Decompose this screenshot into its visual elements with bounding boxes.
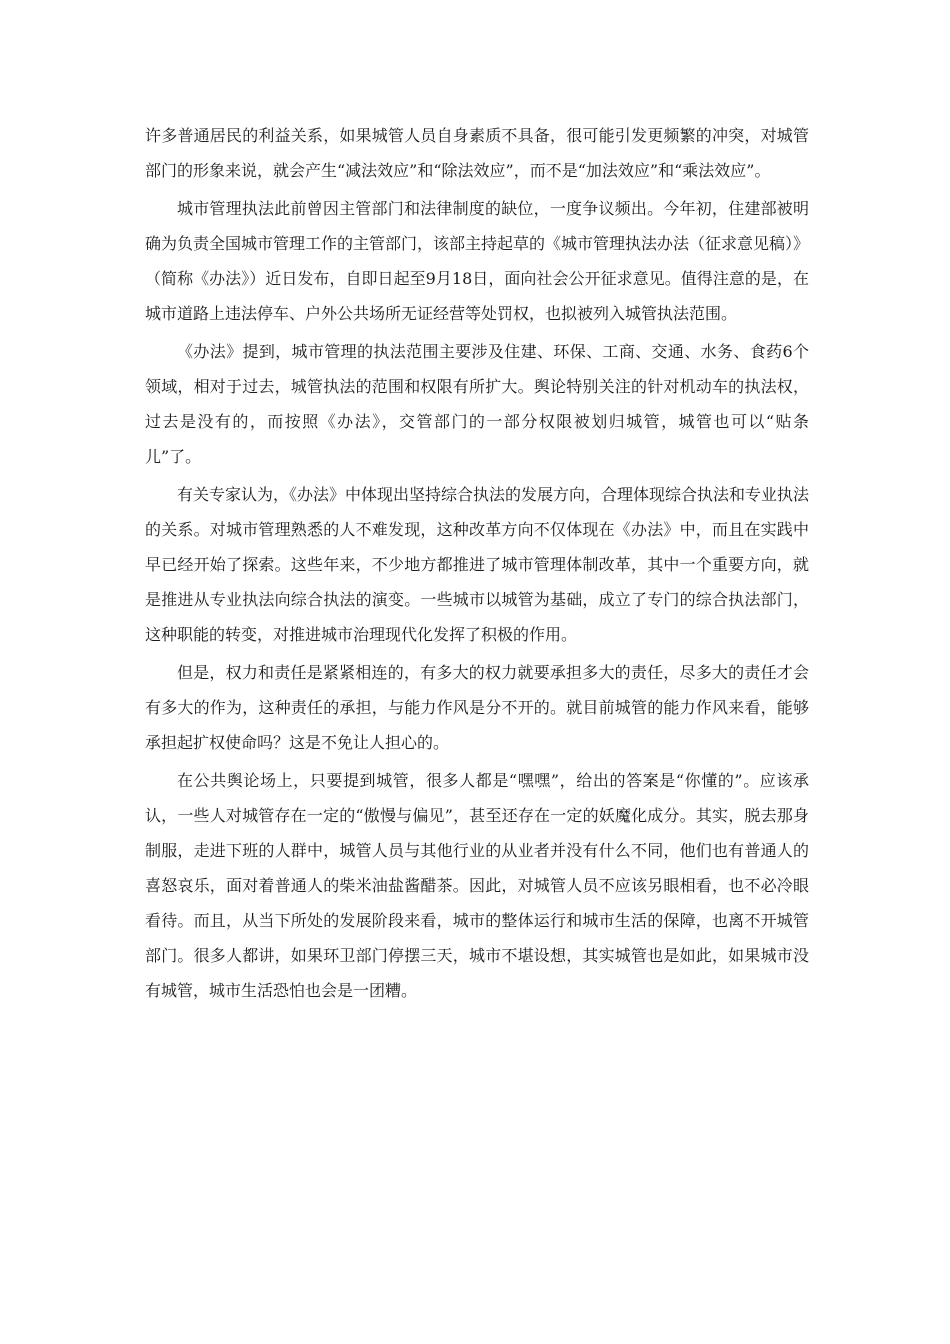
paragraph: 有关专家认为，《办法》中体现出坚持综合执法的发展方向，合理体现综合执法和专业执法的关系。对城市管理熟悉的人不难发现，这种改革方向不仅体现在《办法》中，而且在实践中早已经开始了探索。这些年来，不少地方都推进了城市管理体制改革，其中一个重要方向，就是推进从专业执法向综合执法的演变。一些城市以城管为基础，成立了专门的综合执法部门，这种职能的转变，对推进城市治理现代化发挥了积极的作用。 (145, 485, 810, 644)
paragraph: 《办法》提到，城市管理的执法范围主要涉及住建、环保、工商、交通、水务、食药6个领域，相对于过去，城管执法的范围和权限有所扩大。舆论特别关注的针对机动车的执法权，过去是没有的，而按照《办法》，交管部门的一部分权限被划归城管，城管也可以“贴条儿”了。 (145, 342, 809, 466)
paragraph: 在公共舆论场上，只要提到城管，很多人都是“嘿嘿”，给出的答案是“你懂的”。应该承认，一些人对城管存在一定的“傲慢与偏见”，甚至还存在一定的妖魔化成分。其实，脱去那身制服，走进下班的人群中，城管人员与其他行业的从业者并没有什么不同，他们也有普通人的喜怒哀乐，面对着普通人的柴米油盐酱醋茶。因此，对城管人员不应该另眼相看，也不必冷眼看待。而且，从当下所处的发展阶段来看，城市的整体运行和城市生活的保障，也离不开城管部门。很多人都讲，如果环卫部门停摆三天，城市不堪设想，其实城管也是如此，如果城市没有城管，城市生活恐怕也会是一团糟。 (145, 771, 809, 1000)
article-body (145, 118, 809, 1011)
paragraph: 但是，权力和责任是紧紧相连的，有多大的权力就要承担多大的责任，尽多大的责任才会有多大的作为，这种责任的承担，与能力作风是分不开的。就目前城管的能力作风来看，能够承担起扩权使命吗？这是不免让人担心的。 (145, 663, 809, 752)
paragraph: 城市管理执法此前曾因主管部门和法律制度的缺位，一度争议频出。今年初，住建部被明确为负责全国城市管理工作的主管部门，该部主持起草的《城市管理执法办法（征求意见稿）》（简称《办法》）近日发布，自即日起至9月18日，面向社会公开征求意见。值得注意的是，在城市道路上违法停车、户外公共场所无证经营等处罚权，也拟被列入城管执法范围。 (145, 199, 810, 323)
paragraph-continued: 许多普通居民的利益关系，如果城管人员自身素质不具备，很可能引发更频繁的冲突，对城管部门的形象来说，就会产生“减法效应”和“除法效应”，而不是“加法效应”和“乘法效应”。 (145, 126, 809, 180)
